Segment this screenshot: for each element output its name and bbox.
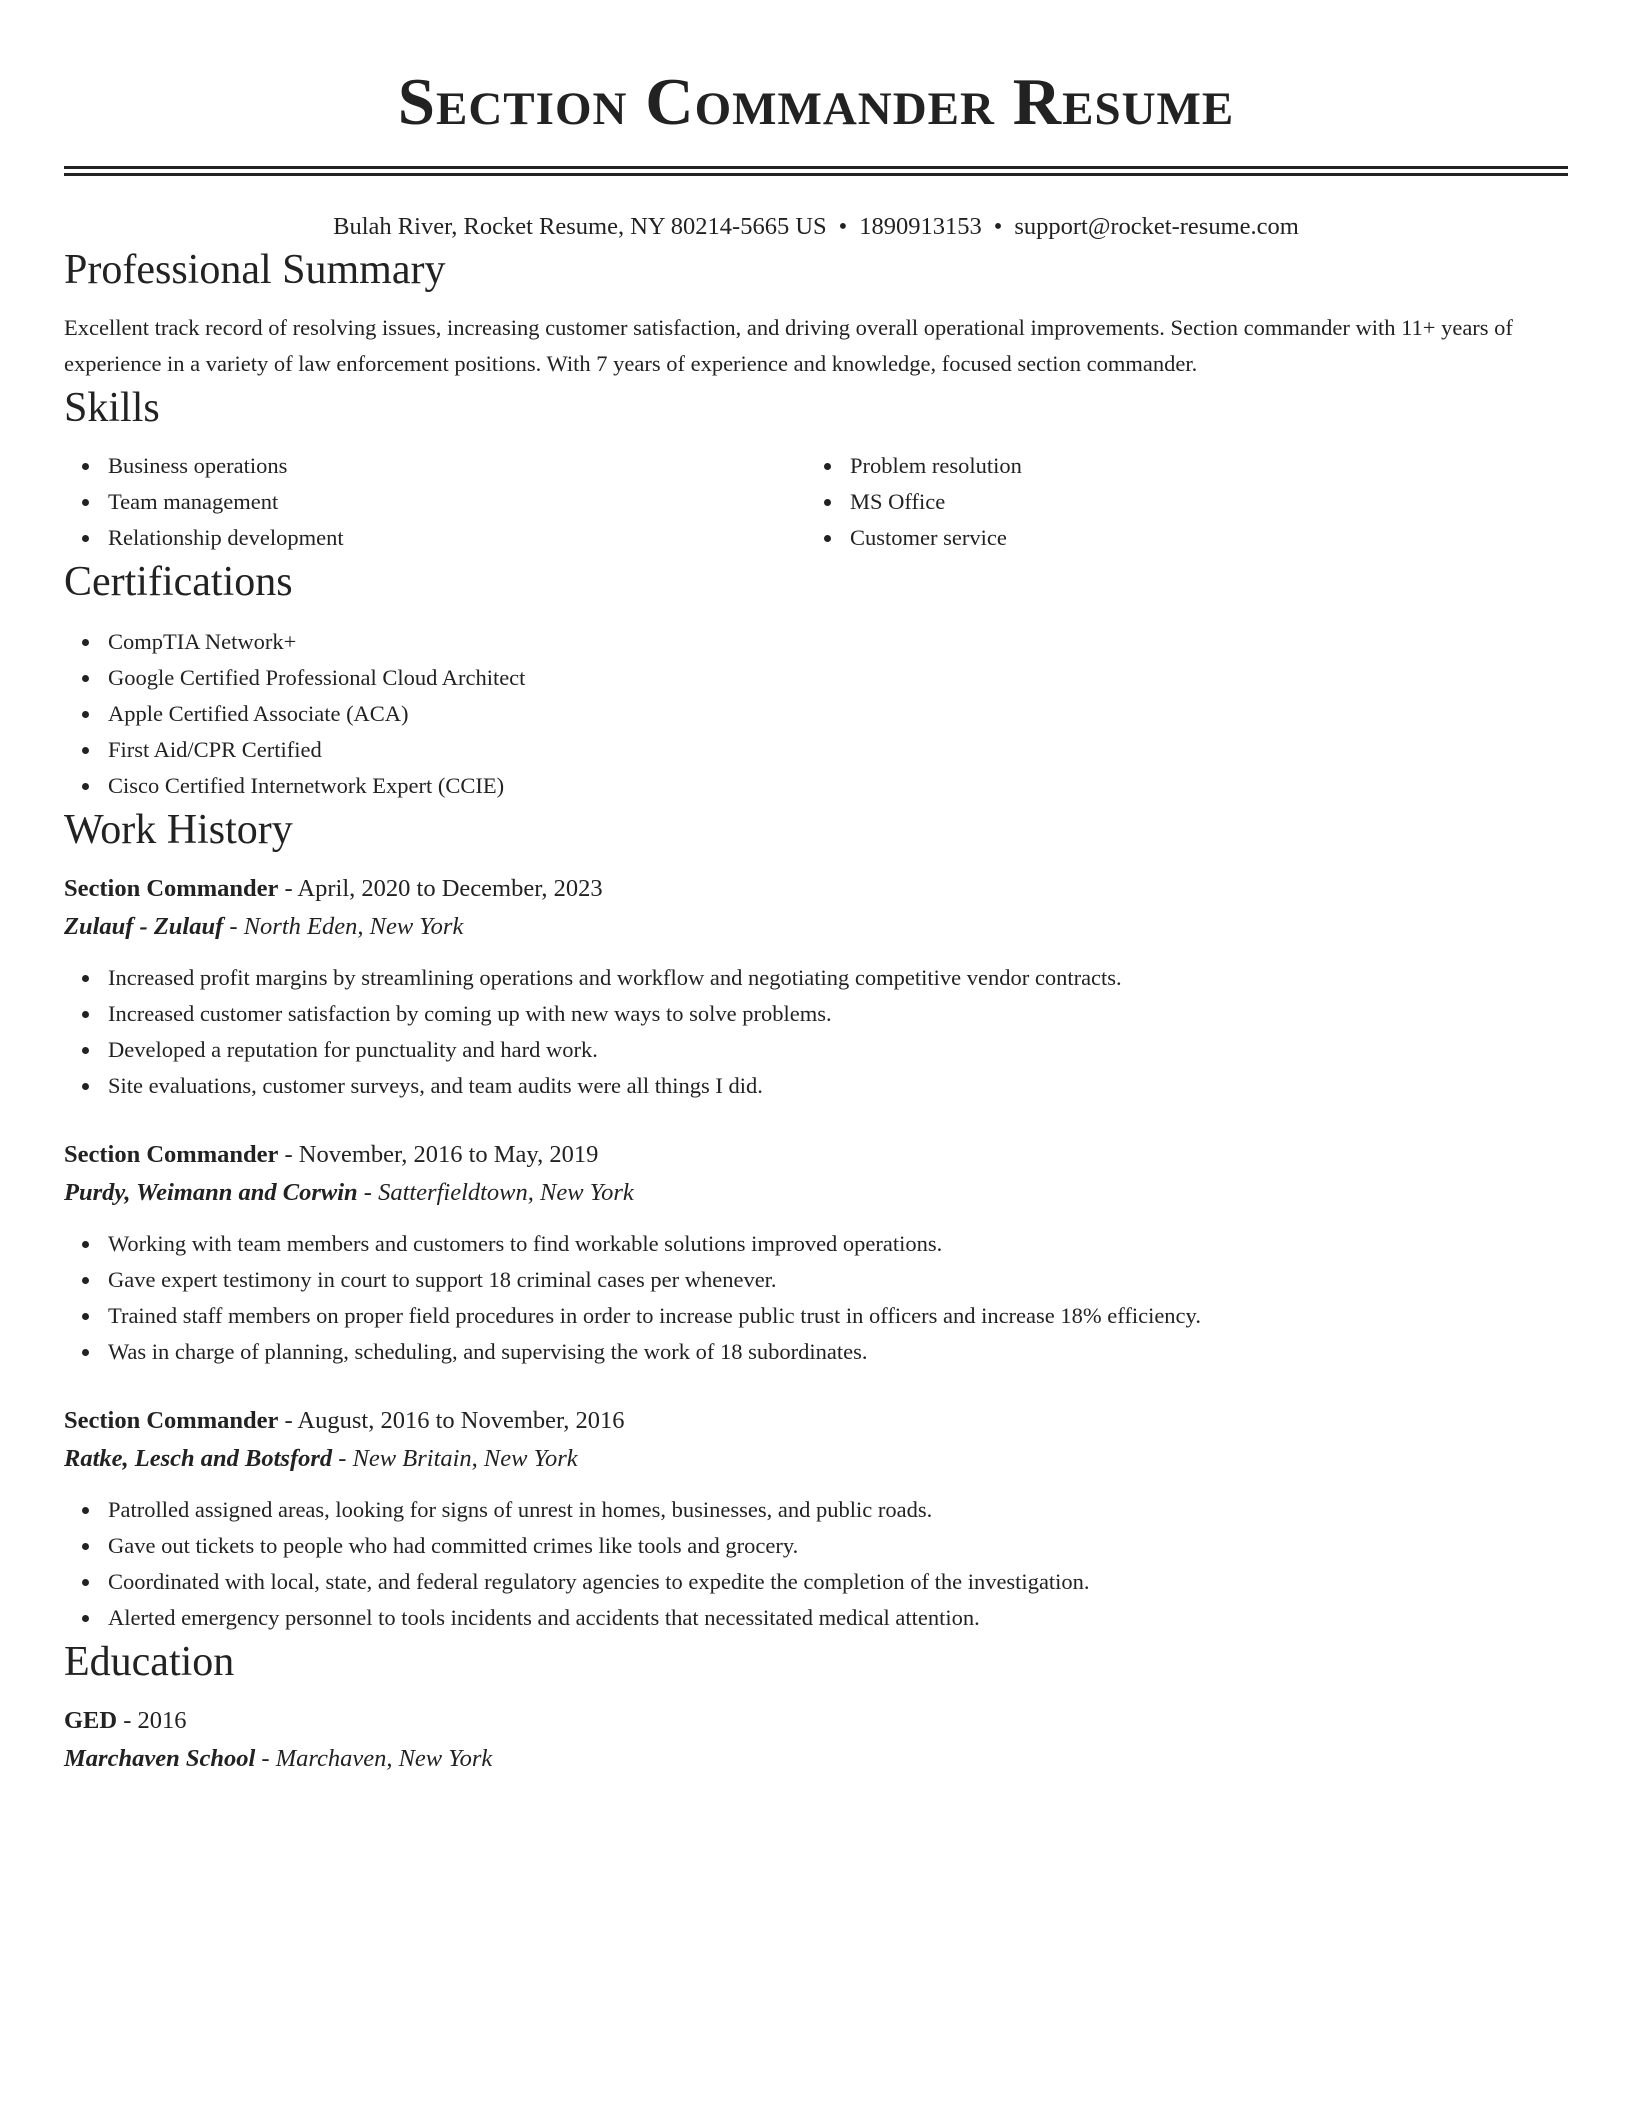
job-bullet: Trained staff members on proper field procedures in order to increase public trust in officers and increase 18% efficiency. [108, 1298, 1568, 1334]
job-bullet: Was in charge of planning, scheduling, and supervising the work of 18 subordinates. [108, 1334, 1568, 1370]
summary-text: Excellent track record of resolving issues, increasing customer satisfaction, and driving overall operational improvements. Section commander with 11+ years of experience in a variety of law enforcement positions. With 7 years of experience and knowledge, focused section commander. [64, 315, 1513, 376]
education-degree-line: GED - 2016 [64, 1707, 187, 1734]
job-dates: April, 2020 to December, 2023 [297, 875, 603, 902]
education-location: Marchaven, New York [275, 1745, 493, 1772]
skill-item: Relationship development [108, 520, 806, 556]
education-year: 2016 [137, 1707, 187, 1734]
skills-list-left [64, 448, 806, 556]
title-divider [64, 166, 1568, 176]
skill-item: MS Office [850, 484, 1548, 520]
skills-heading: Skills [64, 385, 160, 431]
job-title-line: Section Commander - April, 2020 to December, 2023 [64, 875, 603, 902]
job-company: Purdy, Weimann and Corwin [64, 1179, 358, 1206]
job-bullet: Gave out tickets to people who had committed crimes like tools and grocery. [108, 1528, 1568, 1564]
contact-address: Bulah River, Rocket Resume, NY 80214-5665 US [333, 213, 827, 240]
job-company-line: Zulauf - Zulauf - North Eden, New York [64, 913, 464, 940]
job-bullets [64, 1226, 1568, 1370]
job-location: Satterfieldtown, New York [378, 1179, 634, 1206]
education-degree: GED [64, 1707, 118, 1734]
job-entry [64, 1136, 1568, 1370]
job-bullet: Site evaluations, customer surveys, and team audits were all things I did. [108, 1068, 1568, 1104]
skill-item: Customer service [850, 520, 1548, 556]
skills-grid [64, 448, 1568, 556]
job-dates: August, 2016 to November, 2016 [297, 1407, 625, 1434]
certification-item: Google Certified Professional Cloud Architect [108, 660, 1568, 696]
job-title: Section Commander [64, 1141, 279, 1168]
education-heading: Education [64, 1639, 235, 1685]
contact-separator: • [838, 213, 848, 240]
skill-item: Problem resolution [850, 448, 1548, 484]
job-bullet: Increased profit margins by streamlining operations and workflow and negotiating competitive vendor contracts. [108, 960, 1568, 996]
job-title: Section Commander [64, 875, 279, 902]
job-company: Ratke, Lesch and Botsford [64, 1445, 333, 1472]
resume-title: Section Commander Resume [397, 65, 1235, 139]
job-company-line: Purdy, Weimann and Corwin - Satterfieldtown, New York [64, 1179, 634, 1206]
contact-phone: 1890913153 [859, 213, 982, 240]
education-entry [64, 1702, 1568, 1778]
certifications-list [64, 624, 1568, 804]
skills-column-left [64, 448, 806, 556]
skills-column-right [806, 448, 1548, 556]
certification-item: CompTIA Network+ [108, 624, 1568, 660]
summary-heading: Professional Summary [64, 247, 446, 293]
certification-item: First Aid/CPR Certified [108, 732, 1568, 768]
job-bullet: Increased customer satisfaction by coming up with new ways to solve problems. [108, 996, 1568, 1032]
contact-separator: • [993, 213, 1003, 240]
skill-item: Team management [108, 484, 806, 520]
job-bullet: Coordinated with local, state, and federal regulatory agencies to expedite the completion of the investigation. [108, 1564, 1568, 1600]
job-dates: November, 2016 to May, 2019 [298, 1141, 599, 1168]
job-bullet: Gave expert testimony in court to support 18 criminal cases per whenever. [108, 1262, 1568, 1298]
job-bullet: Developed a reputation for punctuality and hard work. [108, 1032, 1568, 1068]
job-title-line: Section Commander - August, 2016 to November, 2016 [64, 1407, 625, 1434]
job-bullet: Alerted emergency personnel to tools incidents and accidents that necessitated medical attention. [108, 1600, 1568, 1636]
job-location: New Britain, New York [352, 1445, 578, 1472]
job-location: North Eden, New York [243, 913, 464, 940]
certifications-heading: Certifications [64, 559, 293, 605]
skill-item: Business operations [108, 448, 806, 484]
job-entry [64, 1402, 1568, 1636]
certification-item: Cisco Certified Internetwork Expert (CCIE) [108, 768, 1568, 804]
job-title: Section Commander [64, 1407, 279, 1434]
job-bullets [64, 1492, 1568, 1636]
contact-email: support@rocket-resume.com [1014, 213, 1299, 240]
contact-line [64, 210, 1568, 244]
education-school: Marchaven School [64, 1745, 256, 1772]
job-title-line: Section Commander - November, 2016 to May, 2019 [64, 1141, 599, 1168]
education-school-line: Marchaven School - Marchaven, New York [64, 1745, 493, 1772]
certification-item: Apple Certified Associate (ACA) [108, 696, 1568, 732]
job-company: Zulauf - Zulauf [64, 913, 224, 940]
job-company-line: Ratke, Lesch and Botsford - New Britain, New York [64, 1445, 578, 1472]
job-entry [64, 870, 1568, 1104]
job-bullets [64, 960, 1568, 1104]
job-bullet: Patrolled assigned areas, looking for signs of unrest in homes, businesses, and public roads. [108, 1492, 1568, 1528]
job-bullet: Working with team members and customers to find workable solutions improved operations. [108, 1226, 1568, 1262]
skills-list-right [806, 448, 1548, 556]
work-history-heading: Work History [64, 807, 293, 853]
